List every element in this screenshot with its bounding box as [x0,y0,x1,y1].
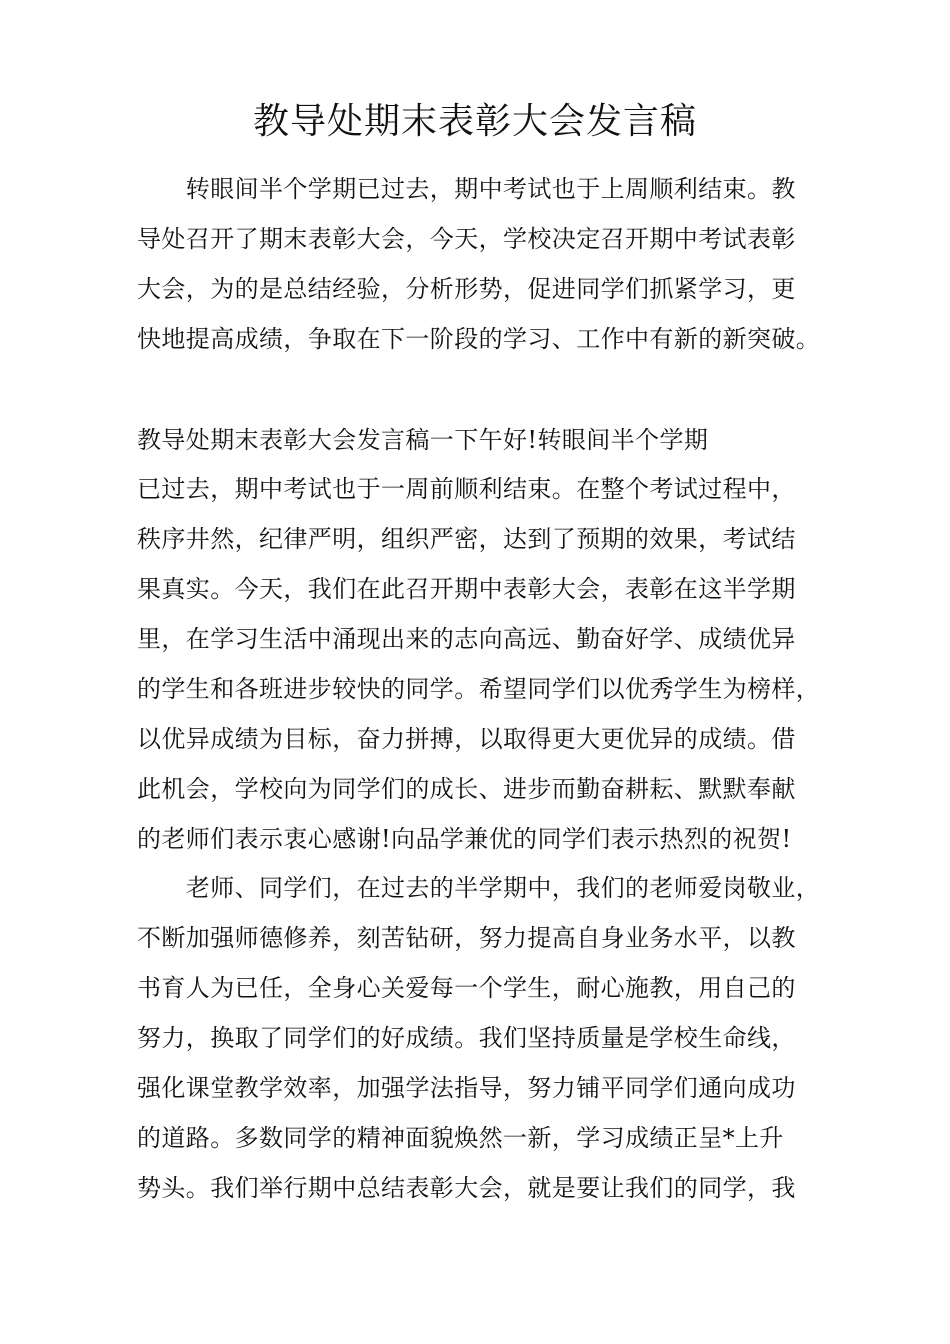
text-line: 以优异成绩为目标，奋力拼搏，以取得更大更优异的成绩。借 [137,725,796,753]
text-line: 导处召开了期末表彰大会，今天，学校决定召开期中考试表彰 [137,225,796,253]
text-line: 已过去，期中考试也于一周前顺利结束。在整个考试过程中， [137,475,796,503]
text-line: 教导处期末表彰大会发言稿一下午好!转眼间半个学期 [137,426,709,454]
text-line: 不断加强师德修养，刻苦钻研，努力提高自身业务水平，以教 [137,924,796,952]
text-line: 努力，换取了同学们的好成绩。我们坚持质量是学校生命线， [137,1024,796,1052]
text-line: 势头。我们举行期中总结表彰大会，就是要让我们的同学，我 [137,1174,796,1202]
text-line: 大会，为的是总结经验，分析形势，促进同学们抓紧学习，更 [137,275,796,303]
text-line: 此机会，学校向为同学们的成长、进步而勤奋耕耘、默默奉献 [137,775,796,803]
text-line: 老师、同学们，在过去的半学期中，我们的老师爱岗敬业， [137,874,821,902]
text-line: 的老师们表示衷心感谢!向品学兼优的同学们表示热烈的祝贺! [137,825,792,853]
document-title: 教导处期末表彰大会发言稿 [252,101,697,142]
text-line: 的学生和各班进步较快的同学。希望同学们以优秀学生为榜样， [137,675,821,703]
text-line: 的道路。多数同学的精神面貌焕然一新，学习成绩正呈*上升 [137,1124,784,1152]
text-line: 快地提高成绩，争取在下一阶段的学习、工作中有新的新突破。 [137,325,821,353]
text-line: 书育人为已任，全身心关爱每一个学生，耐心施教，用自己的 [137,974,796,1002]
text-line: 转眼间半个学期已过去，期中考试也于上周顺利结束。教 [137,175,796,203]
text-line: 秩序井然，纪律严明，组织严密，达到了预期的效果，考试结 [137,525,796,553]
text-line: 强化课堂教学效率，加强学法指导，努力铺平同学们通向成功 [137,1074,796,1102]
text-line: 果真实。今天，我们在此召开期中表彰大会，表彰在这半学期 [137,575,796,603]
text-line: 里，在学习生活中涌现出来的志向高远、勤奋好学、成绩优异 [137,625,796,653]
